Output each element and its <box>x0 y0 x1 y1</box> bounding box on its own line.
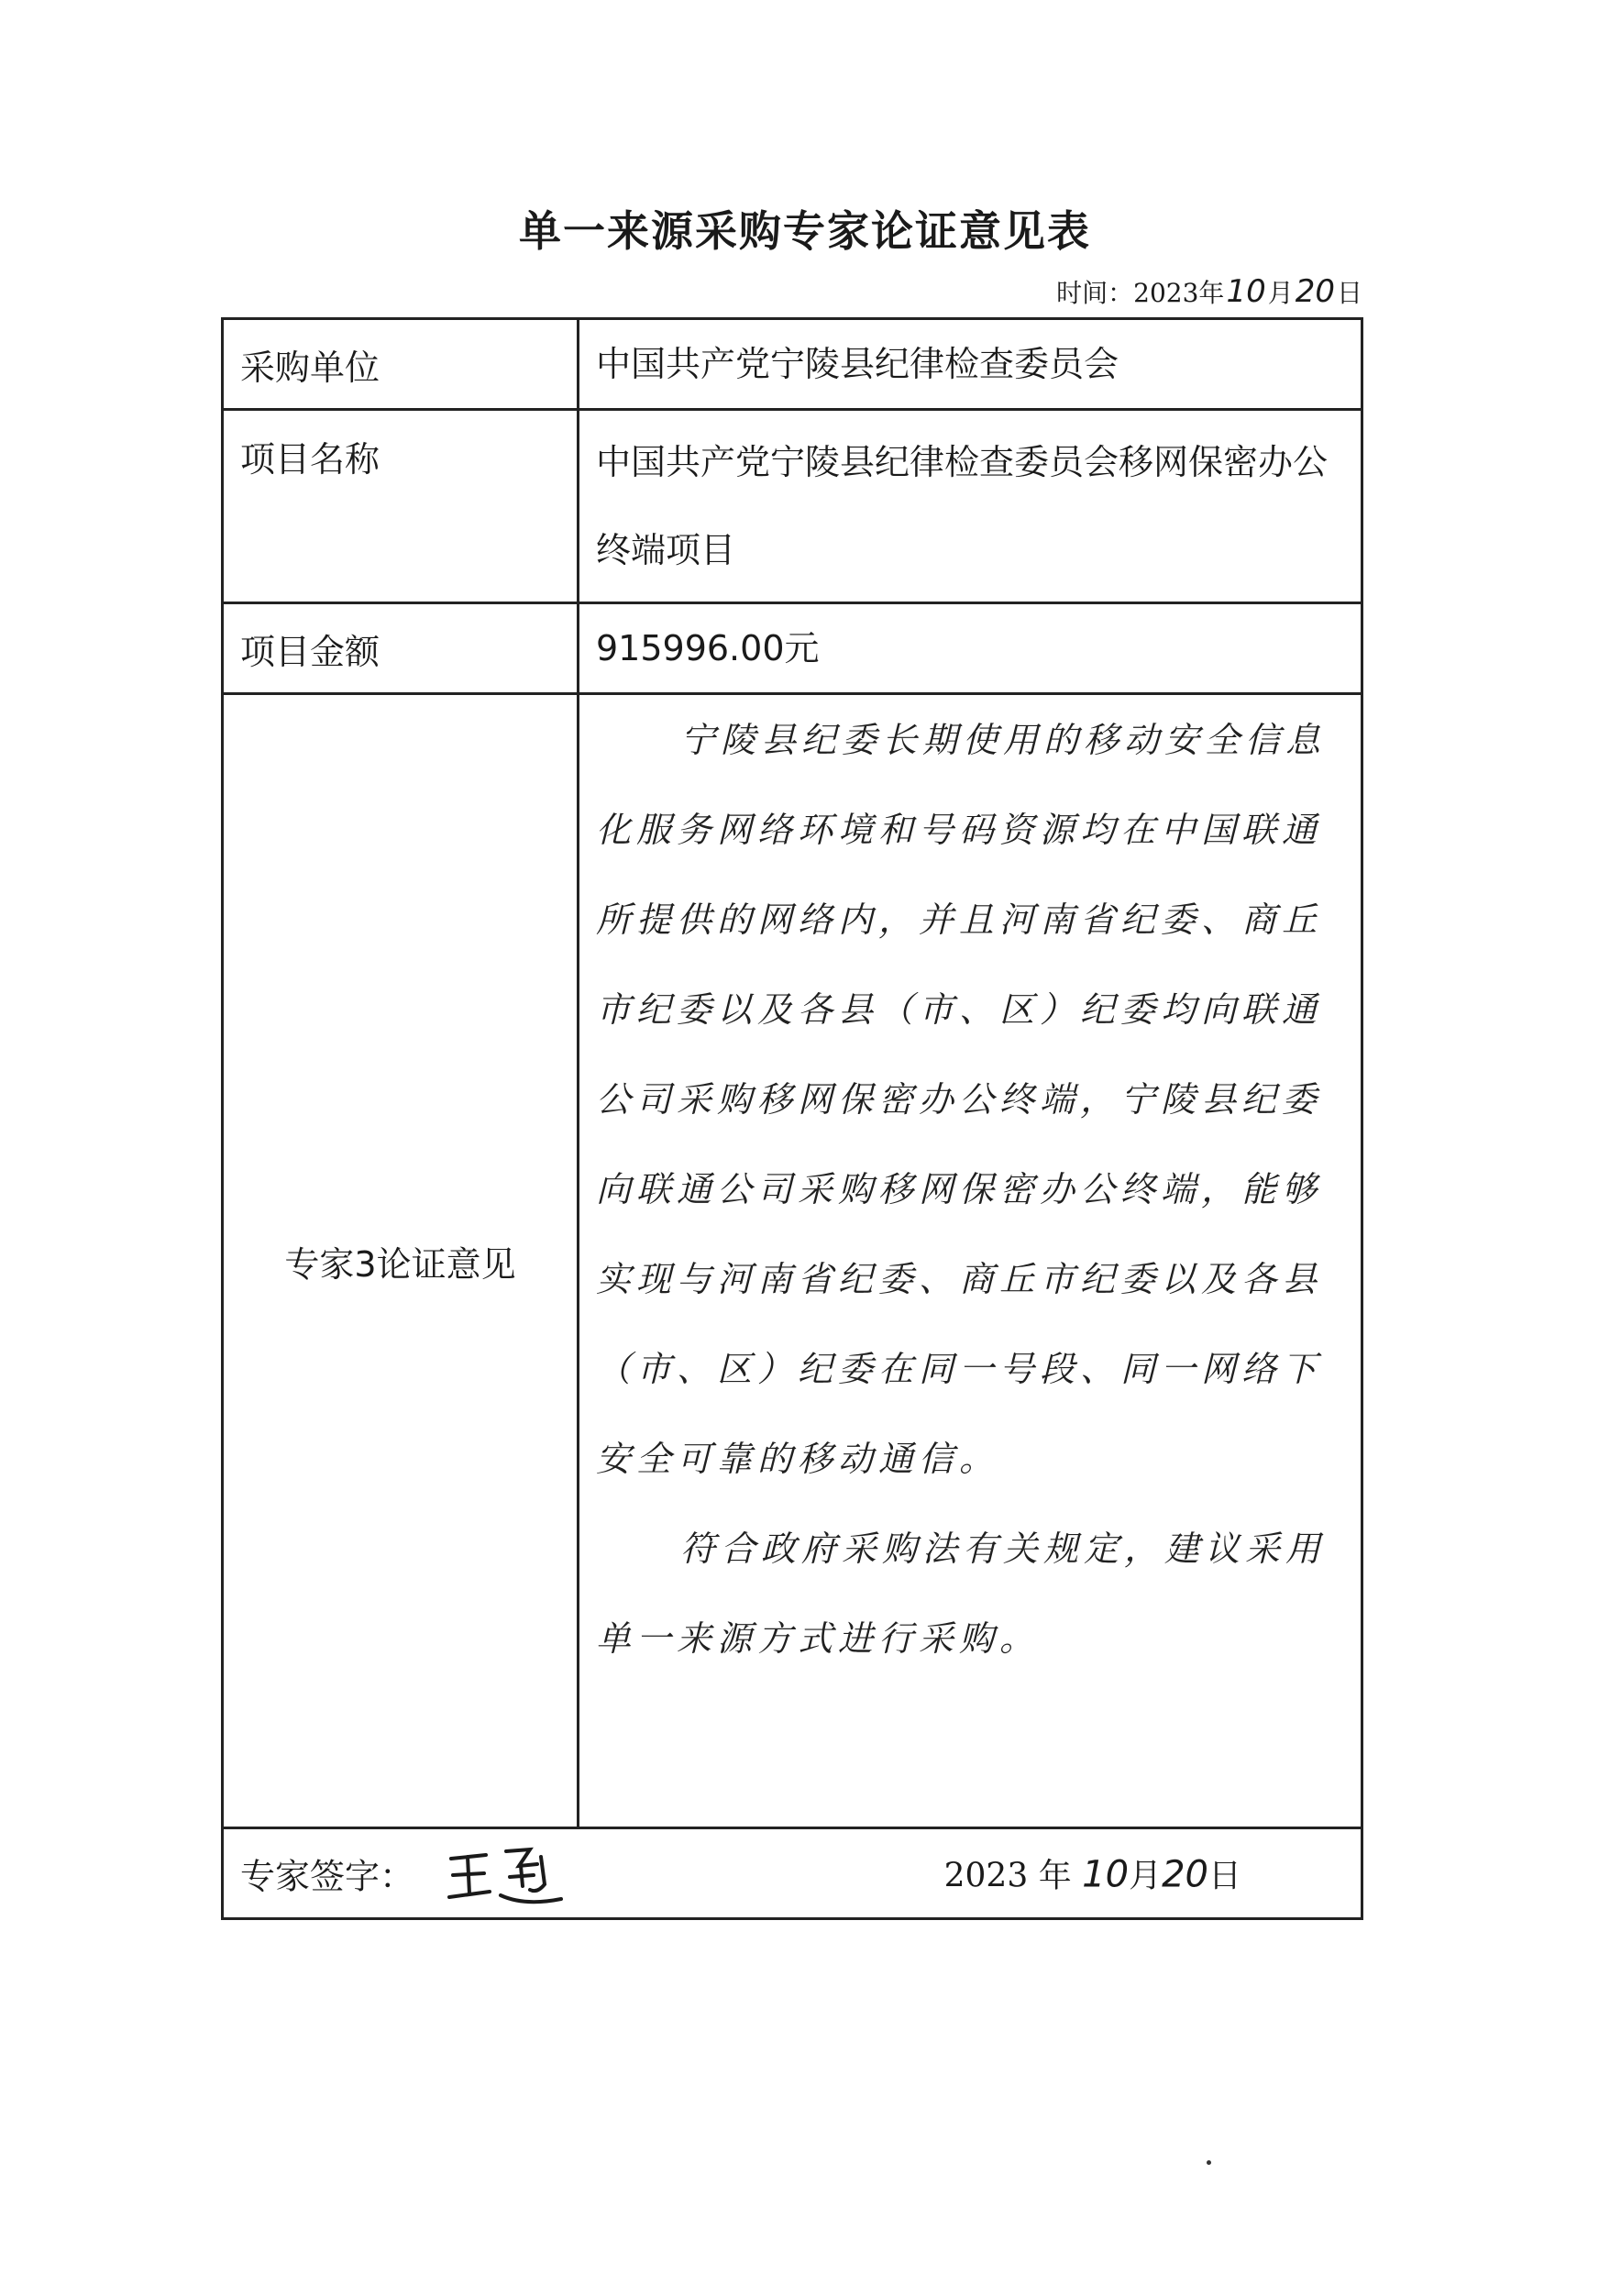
project-name-value: 中国共产党宁陵县纪律检查委员会移网保密办公终端项目 <box>579 410 1362 603</box>
project-name-label: 项目名称 <box>223 410 579 603</box>
signature-cell <box>223 1828 1362 1919</box>
date-month-handwritten: 10 <box>1226 273 1266 310</box>
expert-opinion-label: 专家3论证意见 <box>223 694 579 1828</box>
project-amount-label: 项目金额 <box>223 603 579 694</box>
signature-date-year-unit: 年 <box>1038 1857 1072 1895</box>
date-label: 时间： <box>1056 278 1134 308</box>
procuring-unit-row <box>223 319 1362 410</box>
form-date <box>1056 273 1362 310</box>
signature-date-month-unit: 月 <box>1129 1857 1163 1895</box>
date-year-unit: 年 <box>1198 278 1225 308</box>
signature-date-month: 10 <box>1082 1853 1130 1896</box>
signature-date-day-unit: 日 <box>1208 1857 1241 1895</box>
signature-label: 专家签字： <box>240 1856 415 1897</box>
signature-date-year: 2023 <box>943 1857 1029 1895</box>
project-amount-value: 915996.00元 <box>579 603 1362 694</box>
procuring-unit-value: 中国共产党宁陵县纪律检查委员会 <box>579 319 1362 410</box>
expert-opinion-row <box>223 694 1362 1828</box>
date-year: 2023 <box>1133 278 1199 308</box>
expert-opinion-handwritten <box>579 694 1362 1828</box>
procuring-unit-label: 采购单位 <box>223 319 579 410</box>
opinion-paragraph-2: 符合政府采购法有关规定，建议采用单一来源方式进行采购。 <box>596 1529 1327 1659</box>
scan-speck <box>1207 2160 1211 2165</box>
handwritten-signature <box>442 1838 589 1912</box>
form-title: 单一来源采购专家论证意见表 <box>519 206 1091 256</box>
project-name-row <box>223 410 1362 603</box>
project-amount-row <box>223 603 1362 694</box>
date-day-handwritten: 20 <box>1295 273 1335 310</box>
date-month-unit: 月 <box>1267 278 1294 308</box>
opinion-form-table <box>221 317 1363 1920</box>
date-day-unit: 日 <box>1336 278 1362 308</box>
signature-date <box>944 1850 1241 1897</box>
opinion-paragraph-1: 宁陵县纪委长期使用的移动安全信息化服务网络环境和号码资源均在中国联通所提供的网络内，并且河南省纪委、商丘市纪委以及各县（市、区）纪委均向联通公司采购移网保密办公终端，宁陵县纪委向联通公司采购移网保密办公终端，能够实现与河南省纪委、商丘市纪委以及各县（市、区）纪委在同一号段、同一网络下安全可靠的移动通信。 <box>596 720 1327 1479</box>
signature-date-day: 20 <box>1162 1853 1208 1896</box>
signature-row <box>223 1828 1362 1919</box>
